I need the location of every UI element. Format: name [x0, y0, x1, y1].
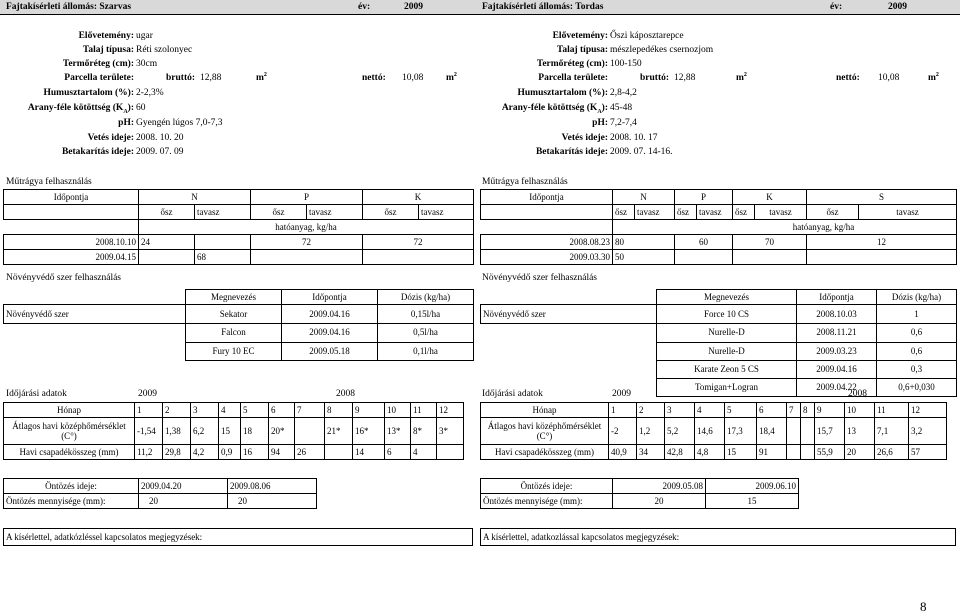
right-year-label: év:: [830, 2, 843, 12]
right-talaj: mészlepedékes csernozjom: [610, 45, 714, 55]
right-temp: [787, 418, 801, 445]
left-irr-amount: 20: [139, 494, 228, 509]
right-month: 7: [787, 403, 801, 418]
right-humusz: 2,8-4,2: [610, 88, 637, 98]
right-m2-b: $m^2$: [928, 71, 939, 83]
left-temp: 18: [241, 418, 269, 445]
right-fert-header-s: S: [807, 190, 957, 205]
right-irr-amount: 20: [613, 494, 706, 509]
left-fert-title: Műtrágya felhasználás: [6, 177, 92, 187]
left-weather-year2: 2008: [336, 389, 355, 399]
right-fert-k: 70: [733, 235, 807, 250]
table-row: [4, 494, 317, 509]
right-temp-label: Átlagos havi középhőmérséklet (C°): [481, 418, 609, 445]
right-rain: 40,9: [609, 445, 637, 460]
left-humusz-label: Humusztartalom (%):: [43, 88, 134, 98]
left-talaj-label: Talaj típusa:: [82, 45, 134, 55]
left-rain: 6: [385, 445, 411, 460]
right-month: 5: [725, 403, 757, 418]
left-temp: 1,38: [163, 418, 191, 445]
right-plant-date: 2009.03.23: [797, 342, 877, 360]
left-rain: 11,2: [135, 445, 163, 460]
right-temp: 1,2: [637, 418, 665, 445]
left-humusz: 2-2,3%: [136, 88, 164, 98]
right-weather-year2: 2008: [848, 389, 867, 399]
right-fert-title: Műtrágya felhasználás: [482, 177, 568, 187]
right-elovetemeny: Őszi káposztarepce: [610, 31, 684, 41]
right-rain: 20: [845, 445, 875, 460]
left-rain: 94: [269, 445, 295, 460]
left-plant-name: Sekator: [186, 305, 282, 324]
right-plant-date: 2009.04.22: [797, 378, 877, 396]
left-elovetemeny: ugar: [136, 31, 153, 41]
table-row: [4, 342, 474, 360]
right-plant-dose: 0,3: [877, 360, 957, 378]
right-month: 4: [695, 403, 725, 418]
right-plant-header: Megnevezés: [657, 290, 797, 305]
left-fert-k: 72: [363, 235, 474, 250]
right-season-cell: tavasz: [859, 205, 957, 220]
table-row: [4, 324, 474, 343]
left-temp: 16*: [353, 418, 385, 445]
table-row: [4, 418, 464, 445]
left-month: 5: [241, 403, 269, 418]
right-rain: 91: [757, 445, 787, 460]
right-fert-n: 80: [613, 235, 675, 250]
header-band: [0, 0, 960, 15]
left-irrigation-table: [3, 478, 317, 509]
right-temp: -2: [609, 418, 637, 445]
table-row: [481, 305, 957, 324]
left-fert-header-n: N: [139, 190, 251, 205]
left-rain: [325, 445, 353, 460]
right-vetes: 2008. 10. 17: [610, 133, 658, 143]
right-betakaritas-label: Betakarítás ideje:: [535, 147, 608, 157]
table-row: [4, 479, 317, 494]
right-termoreteg: 100-150: [610, 59, 642, 69]
left-ph: Gyengén lúgos 7,0-7,3: [136, 118, 223, 128]
right-hatoanyag: hatóanyag, kg/ha: [613, 220, 957, 235]
right-notes-label: A kísérlettel, adatkozlással kapcsolatos megjegyzések:: [481, 529, 956, 546]
right-brutto-label: bruttó:: [640, 73, 670, 83]
left-termoreteg-label: Termőréteg (cm):: [62, 59, 134, 69]
right-month: 10: [845, 403, 875, 418]
right-netto: 10,08: [878, 73, 900, 83]
right-fert-n: 50: [613, 250, 675, 265]
right-vetes-label: Vetés ideje:: [561, 133, 608, 143]
right-elovetemeny-label: Elővetemény:: [552, 31, 608, 41]
left-temp: 3*: [437, 418, 464, 445]
left-season-cell: tavasz: [307, 205, 363, 220]
left-fert-header-idopont: Időpontja: [4, 190, 139, 205]
right-month: 11: [875, 403, 909, 418]
left-hatoanyag: hatóanyag, kg/ha: [139, 220, 474, 235]
left-vetes-label: Vetés ideje:: [87, 133, 134, 143]
left-irr-date-label: Öntözés ideje:: [4, 479, 139, 494]
left-fert-empty: [4, 205, 139, 220]
left-rain: 14: [353, 445, 385, 460]
right-month: 9: [815, 403, 845, 418]
left-parcella-label: Parcella területe:: [64, 73, 134, 83]
left-season-cell: tavasz: [195, 205, 251, 220]
right-irr-date-label: Öntözés ideje:: [481, 479, 613, 494]
right-temp: 15,7: [815, 418, 845, 445]
right-irr-amount-label: Öntözés mennyisége (mm):: [481, 494, 613, 509]
right-rain: 26,6: [875, 445, 909, 460]
right-fert-header-n: N: [613, 190, 675, 205]
table-row: [481, 360, 957, 378]
right-plant-name: Karate Zeon 5 CS: [657, 360, 797, 378]
right-plant-title: Növényvédő szer felhasználás: [482, 273, 598, 283]
right-humusz-label: Humusztartalom (%):: [517, 88, 608, 98]
right-plant-name: Nurelle-D: [657, 342, 797, 360]
right-netto-label: nettó:: [836, 73, 860, 83]
left-rain: 0,9: [219, 445, 241, 460]
left-plant-header: Időpontja: [282, 290, 378, 305]
right-fert-p: 60: [675, 235, 733, 250]
left-fert-n: 24: [139, 235, 195, 250]
left-month: 11: [411, 403, 437, 418]
right-weather-year1: 2009: [612, 389, 631, 399]
right-temp: [801, 418, 815, 445]
right-brutto: 12,88: [674, 73, 696, 83]
right-month: 6: [757, 403, 787, 418]
left-rain: 26: [295, 445, 325, 460]
left-betakaritas-label: Betakarítás ideje:: [61, 147, 134, 157]
left-rain: 4: [411, 445, 437, 460]
left-temp: 21*: [325, 418, 353, 445]
right-plant-header: Dózis (kg/ha): [877, 290, 957, 305]
table-row: [481, 342, 957, 360]
left-notes-label: A kísérlettel, adatkózléssel kapcsolatos megjegyzések:: [4, 529, 473, 546]
left-temp: [295, 418, 325, 445]
right-rain: 15: [725, 445, 757, 460]
left-termoreteg: 30cm: [136, 59, 158, 69]
right-fert-header-k: K: [733, 190, 807, 205]
right-m2-a: $m^2$: [736, 71, 747, 83]
left-fert-table: [3, 189, 474, 265]
left-m2-a: $m^2$: [256, 71, 267, 83]
left-season-cell: ősz: [251, 205, 307, 220]
left-arany: 60: [136, 103, 146, 113]
table-row: [481, 479, 799, 494]
right-season-cell: tavasz: [635, 205, 675, 220]
left-month: 3: [191, 403, 219, 418]
right-year: 2009: [888, 2, 907, 12]
right-rain: [801, 445, 815, 460]
right-arany-label: Arany-féle kötöttség $(K_A)$:: [501, 103, 608, 115]
left-temp: 8*: [411, 418, 437, 445]
left-rain: [437, 445, 464, 460]
right-month: 1: [609, 403, 637, 418]
left-plant-name: Fury 10 EC: [186, 342, 282, 360]
right-irr-date: 2009.06.10: [706, 479, 799, 494]
left-month: 7: [295, 403, 325, 418]
left-arany-label: Arany-féle kötöttség $(K_A)$:: [27, 103, 134, 115]
left-rain: 4,2: [191, 445, 219, 460]
left-plant-dose: 0,15l/ha: [378, 305, 474, 324]
left-plant-date: 2009.04.16: [282, 324, 378, 343]
right-month: 8: [801, 403, 815, 418]
right-temp: 18,4: [757, 418, 787, 445]
left-station-title: Fajtakísérleti állomás: Szarvas: [6, 2, 132, 12]
left-plant-date: 2009.05.18: [282, 342, 378, 360]
left-year: 2009: [404, 2, 423, 12]
right-plant-row-label: Növényvédő szer: [481, 305, 657, 324]
table-row: [481, 494, 799, 509]
left-temp-label: Átlagos havi középhőmérséklet (C°): [4, 418, 135, 445]
right-fert-header-idopont: Időpontja: [481, 190, 613, 205]
left-betakaritas: 2009. 07. 09: [136, 147, 184, 157]
left-temp: -1,54: [135, 418, 163, 445]
left-weather-title: Időjárási adatok: [6, 389, 67, 399]
right-plant-name: Force 10 CS: [657, 305, 797, 324]
left-plant-name: Falcon: [186, 324, 282, 343]
table-row: [4, 250, 474, 265]
right-temp: 7,1: [875, 418, 909, 445]
left-season-cell: ősz: [363, 205, 419, 220]
left-plant-table: [3, 289, 474, 361]
left-plant-header: Megnevezés: [186, 290, 282, 305]
left-ph-label: pH:: [118, 118, 134, 128]
right-temp: 14,6: [695, 418, 725, 445]
left-m2-b: $m^2$: [446, 71, 457, 83]
left-irr-amount: 20: [228, 494, 317, 509]
right-plant-dose: 0,6+0,030: [877, 378, 957, 396]
right-weather-table: [480, 402, 947, 460]
left-brutto: 12,88: [200, 73, 222, 83]
right-plant-date: 2008.10.03: [797, 305, 877, 324]
right-weather-title: Időjárási adatok: [482, 389, 543, 399]
left-weather-year1: 2009: [138, 389, 157, 399]
left-temp: 20*: [269, 418, 295, 445]
left-month-label: Hónap: [4, 403, 135, 418]
right-temp: 3,2: [909, 418, 947, 445]
left-weather-table: [3, 402, 464, 460]
left-fert-date: 2008.10.10: [4, 235, 139, 250]
right-fert-date: 2008.08.23: [481, 235, 613, 250]
table-row: [481, 445, 947, 460]
right-betakaritas: 2009. 07. 14-16.: [610, 147, 673, 157]
left-season-cell: tavasz: [419, 205, 474, 220]
right-irr-amount: 15: [706, 494, 799, 509]
right-rain: 55,9: [815, 445, 845, 460]
right-temp: 13: [845, 418, 875, 445]
right-plant-dose: 0,6: [877, 342, 957, 360]
right-season-cell: tavasz: [697, 205, 733, 220]
left-plant-row-label: Növényvédő szer: [4, 305, 186, 324]
left-vetes: 2008. 10. 20: [136, 133, 184, 143]
left-rain: 29,8: [163, 445, 191, 460]
right-fert-date: 2009.03.30: [481, 250, 613, 265]
right-ph-label: pH:: [592, 118, 608, 128]
right-termoreteg-label: Termőréteg (cm):: [536, 59, 608, 69]
right-parcella-label: Parcella területe:: [538, 73, 608, 83]
left-fert-header-p: P: [251, 190, 363, 205]
right-season-cell: ősz: [613, 205, 635, 220]
left-rain: 16: [241, 445, 269, 460]
left-plant-date: 2009.04.16: [282, 305, 378, 324]
left-brutto-label: bruttó:: [166, 73, 196, 83]
table-row: [4, 403, 464, 418]
right-fert-s: 12: [807, 235, 957, 250]
left-fert-p: 72: [251, 235, 363, 250]
left-month: 8: [325, 403, 353, 418]
right-month: 3: [665, 403, 695, 418]
right-plant-name: Tomigan+Logran: [657, 378, 797, 396]
right-plant-dose: 0,6: [877, 324, 957, 343]
right-season-cell: ősz: [807, 205, 859, 220]
right-temp: 17,3: [725, 418, 757, 445]
right-month-label: Hónap: [481, 403, 609, 418]
table-row: [4, 235, 474, 250]
left-month: 1: [135, 403, 163, 418]
left-month: 2: [163, 403, 191, 418]
table-row: [481, 250, 957, 265]
right-fert-header-p: P: [675, 190, 733, 205]
right-irrigation-table: [480, 478, 799, 509]
table-row: [4, 305, 474, 324]
right-month: 12: [909, 403, 947, 418]
left-temp: 13*: [385, 418, 411, 445]
right-rain: 42,8: [665, 445, 695, 460]
right-plant-header: Időpontja: [797, 290, 877, 305]
right-rain: 4,8: [695, 445, 725, 460]
table-row: [481, 403, 947, 418]
page-number: 8: [920, 599, 927, 614]
left-month: 10: [385, 403, 411, 418]
right-arany: 45-48: [610, 103, 633, 113]
right-season-cell: ősz: [675, 205, 697, 220]
right-month: 2: [637, 403, 665, 418]
table-row: [481, 324, 957, 343]
left-fert-header-k: K: [363, 190, 474, 205]
right-notes-table: [480, 528, 956, 546]
left-netto: 10,08: [402, 73, 424, 83]
right-talaj-label: Talaj típusa:: [556, 45, 608, 55]
right-plant-name: Nurelle-D: [657, 324, 797, 343]
right-season-cell: ősz: [733, 205, 755, 220]
left-month: 9: [353, 403, 385, 418]
left-plant-header: Dózis (kg/ha): [378, 290, 474, 305]
right-plant-dose: 1: [877, 305, 957, 324]
table-row: [481, 378, 957, 396]
right-rain: 34: [637, 445, 665, 460]
left-temp: 15: [219, 418, 241, 445]
left-plant-dose: 0,5l/ha: [378, 324, 474, 343]
right-plant-table: [480, 289, 957, 397]
right-temp: 5,2: [665, 418, 695, 445]
table-row: [4, 445, 464, 460]
table-row: [481, 418, 947, 445]
right-plant-date: 2008.11.21: [797, 324, 877, 343]
right-station-title: Fajtakísérleti állomás: Tordas: [482, 2, 604, 12]
left-month: 6: [269, 403, 295, 418]
left-year-label: év:: [358, 2, 371, 12]
left-month: 4: [219, 403, 241, 418]
right-plant-date: 2009.04.16: [797, 360, 877, 378]
left-fert-n: 68: [195, 250, 251, 265]
left-month: 12: [437, 403, 464, 418]
left-rain-label: Havi csapadékösszeg (mm): [4, 445, 135, 460]
left-irr-date: 2009.04.20: [139, 479, 228, 494]
left-plant-title: Növényvédő szer felhasználás: [6, 273, 122, 283]
left-irr-date: 2009.08.06: [228, 479, 317, 494]
left-fert-date: 2009.04.15: [4, 250, 139, 265]
left-elovetemeny-label: Elővetemény:: [78, 31, 134, 41]
left-notes-table: [3, 528, 473, 546]
right-rain: 57: [909, 445, 947, 460]
left-plant-dose: 0,1l/ha: [378, 342, 474, 360]
right-irr-date: 2009.05.08: [613, 479, 706, 494]
left-temp: 6,2: [191, 418, 219, 445]
left-season-cell: ősz: [139, 205, 195, 220]
right-fert-table: [480, 189, 957, 265]
left-irr-amount-label: Öntözés mennyisége (mm):: [4, 494, 139, 509]
left-talaj: Réti szolonyec: [136, 45, 193, 55]
right-rain: [787, 445, 801, 460]
right-season-cell: tavasz: [755, 205, 807, 220]
right-rain-label: Havi csapadékösszeg (mm): [481, 445, 609, 460]
left-netto-label: nettó:: [362, 73, 386, 83]
table-row: [481, 235, 957, 250]
right-ph: 7,2-7,4: [610, 118, 637, 128]
